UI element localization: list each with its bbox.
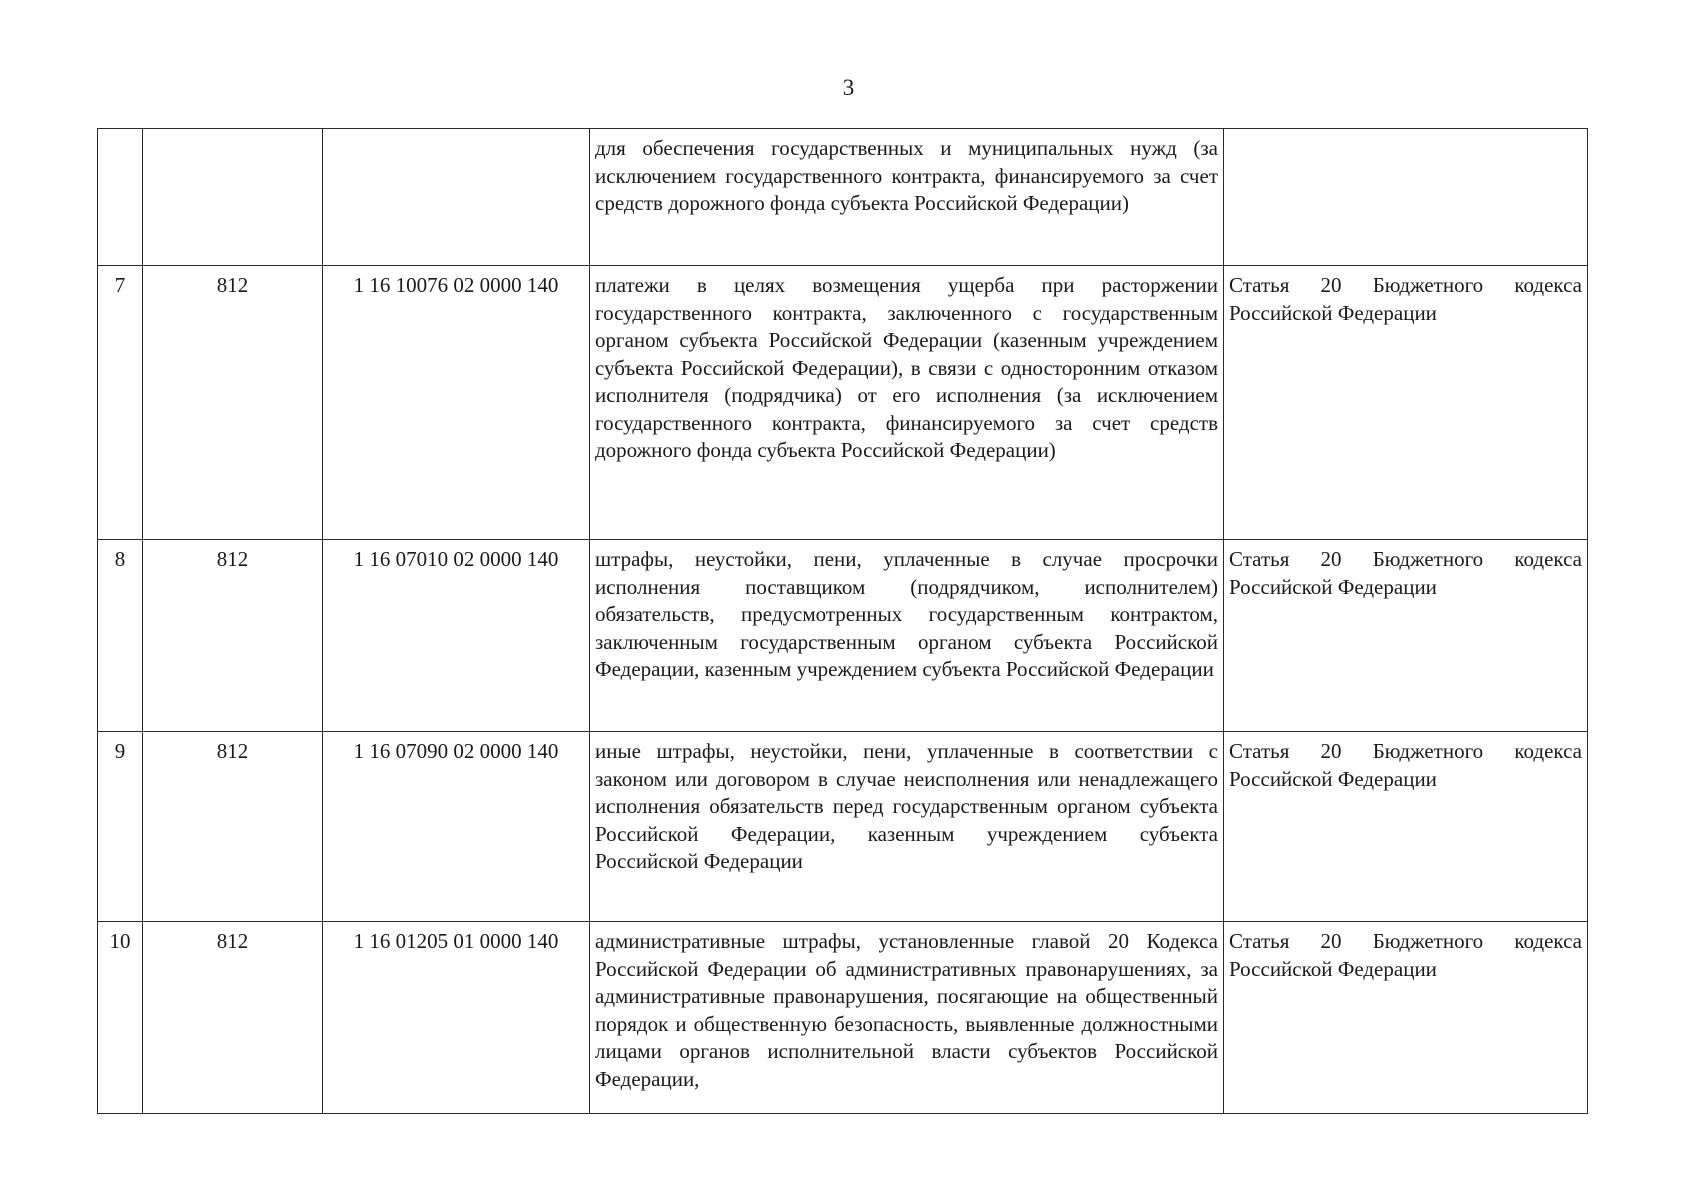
- row-number: 9: [114, 739, 126, 763]
- admin-code: 812: [216, 739, 249, 763]
- budget-classification-code: 1 16 07090 02 0000 140: [353, 739, 559, 763]
- legal-basis: Статья 20 Бюджетного кодекса Российской Федерации: [1229, 929, 1582, 981]
- budget-classification-code: 1 16 07010 02 0000 140: [353, 547, 559, 571]
- row-number-cell: [98, 129, 143, 266]
- row-number: 10: [109, 929, 131, 953]
- legal-basis: Статья 20 Бюджетного кодекса Российской Федерации: [1229, 739, 1582, 791]
- revenue-codes-table: [97, 128, 1588, 1114]
- legal-basis: Статья 20 Бюджетного кодекса Российской Федерации: [1229, 273, 1582, 325]
- admin-code: 812: [216, 929, 249, 953]
- row-number-cell: [98, 922, 143, 1114]
- revenue-description: административные штрафы, установленные главой 20 Кодекса Российской Федерации об административных правонарушениях, за административные правонарушения, посягающие на общественный порядок и общественную безопасность, выявленные должностными лицами органов исполнительной власти субъектов Российской Федерации,: [595, 929, 1218, 1091]
- revenue-description: штрафы, неустойки, пени, уплаченные в случае просрочки исполнения поставщиком (подрядчиком, исполнителем) обязательств, предусмотренных государственным контрактом, заключенным государственным органом субъекта Российской Федерации, казенным учреждением субъекта Российской Федерации: [595, 547, 1218, 681]
- description-cell: [590, 922, 1224, 1114]
- legal-basis-cell: [1224, 922, 1588, 1114]
- legal-basis-cell: [1224, 732, 1588, 922]
- admin-code-cell: [143, 540, 323, 732]
- budget-code-cell: [323, 129, 590, 266]
- budget-classification-code: 1 16 10076 02 0000 140: [353, 273, 559, 297]
- admin-code-cell: [143, 732, 323, 922]
- admin-code-cell: [143, 266, 323, 540]
- legal-basis-cell: [1224, 129, 1588, 266]
- description-cell: [590, 266, 1224, 540]
- table-row: [98, 732, 1588, 922]
- legal-basis-cell: [1224, 266, 1588, 540]
- revenue-description: иные штрафы, неустойки, пени, уплаченные в соответствии с законом или договором в случае неисполнения или ненадлежащего исполнения обязательств перед государственным органом субъекта Российской Федерации, казенным учреждением субъекта Российской Федерации: [595, 739, 1218, 873]
- row-number: 7: [114, 273, 126, 297]
- budget-classification-code: 1 16 01205 01 0000 140: [353, 929, 559, 953]
- budget-code-cell: [323, 922, 590, 1114]
- description-cell: [590, 129, 1224, 266]
- table-row: [98, 266, 1588, 540]
- table-row: [98, 540, 1588, 732]
- page-number: 3: [842, 75, 855, 100]
- revenue-description: платежи в целях возмещения ущерба при расторжении государственного контракта, заключенного с государственным органом субъекта Российской Федерации (казенным учреждением субъекта Российской Федерации), в связи с односторонним отказом исполнителя (подрядчика) от его исполнения (за исключением государственного контракта, финансируемого за счет средств дорожного фонда субъекта Российской Федерации): [595, 273, 1218, 462]
- table-row: [98, 922, 1588, 1114]
- row-number-cell: [98, 540, 143, 732]
- description-cell: [590, 540, 1224, 732]
- revenue-description: для обеспечения государственных и муниципальных нужд (за исключением государственного контракта, финансируемого за счет средств дорожного фонда субъекта Российской Федерации): [595, 136, 1218, 215]
- budget-code-cell: [323, 540, 590, 732]
- legal-basis-cell: [1224, 540, 1588, 732]
- row-number: 8: [114, 547, 126, 571]
- admin-code-cell: [143, 922, 323, 1114]
- table-row: [98, 129, 1588, 266]
- admin-code-cell: [143, 129, 323, 266]
- legal-basis: Статья 20 Бюджетного кодекса Российской Федерации: [1229, 547, 1582, 599]
- admin-code: 812: [216, 547, 249, 571]
- budget-code-cell: [323, 266, 590, 540]
- row-number-cell: [98, 732, 143, 922]
- budget-code-cell: [323, 732, 590, 922]
- description-cell: [590, 732, 1224, 922]
- row-number-cell: [98, 266, 143, 540]
- admin-code: 812: [216, 273, 249, 297]
